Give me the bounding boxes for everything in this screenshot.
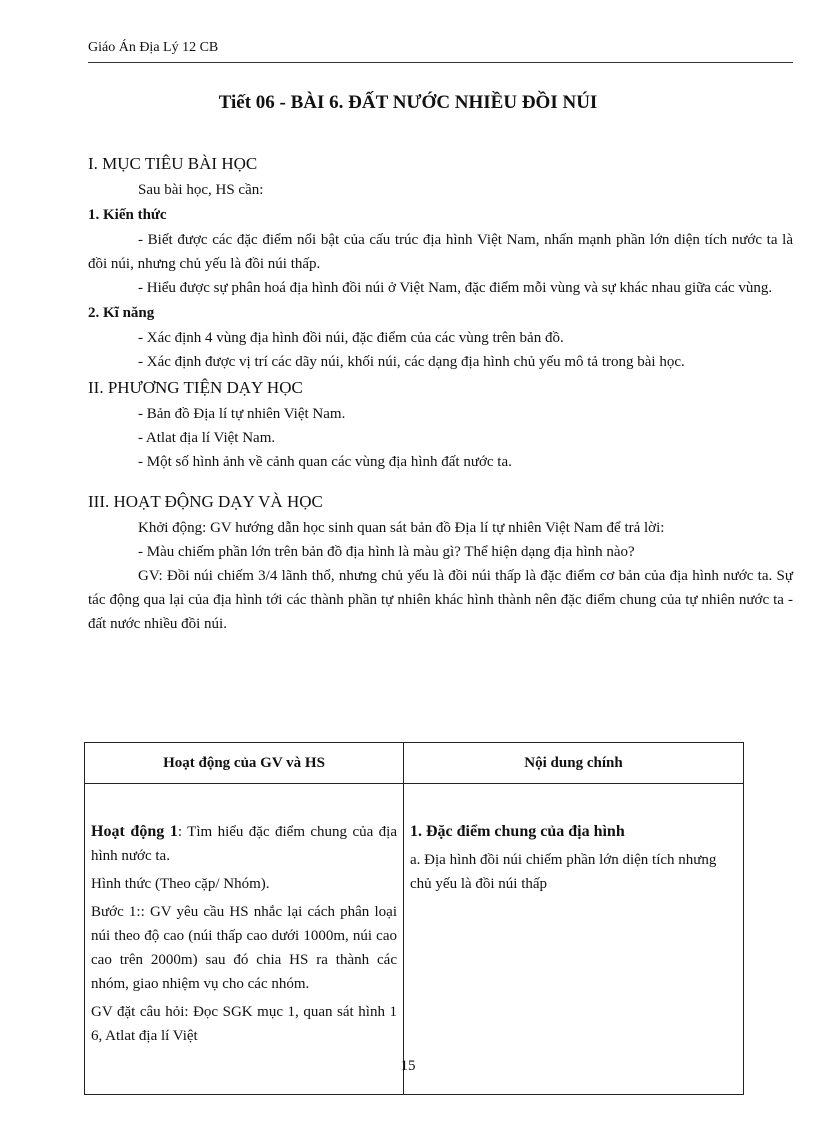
section-activities-heading: III. HOẠT ĐỘNG DẠY VÀ HỌC [88,492,323,511]
objectives-intro: Sau bài học, HS cần: [138,182,264,198]
materials-item: - Bản đồ Địa lí tự nhiên Việt Nam. [138,406,346,422]
content-heading: 1. Đặc điểm chung của địa hình [410,823,625,840]
activity-question: GV đặt câu hỏi: Đọc SGK mục 1, quan sát hình 1 6, Atlat địa lí Việt [91,1004,397,1044]
skills-heading: 2. Kĩ năng [88,305,155,321]
activity-step-1: Bước 1:: GV yêu cầu HS nhắc lại cách phân loại núi theo độ cao (núi thấp cao dưới 1000m, núi cao cao trên 2000m) sau đó chia HS ra thành các nhóm, giao nhiệm vụ cho các nhóm. [91,904,397,992]
activity-1 [91,820,397,868]
section-objectives-heading: I. MỤC TIÊU BÀI HỌC [88,154,258,173]
content-cell [404,784,744,1095]
knowledge-item: - Hiểu được sự phân hoá địa hình đồi núi ở Việt Nam, đặc điểm mỗi vùng và sự khác nhau giữa các vùng. [138,280,773,296]
activities-cell [85,784,404,1095]
lesson-title: Tiết 06 - BÀI 6. ĐẤT NƯỚC NHIỀU ĐỒI NÚI [218,92,598,113]
activity-table [84,742,744,1095]
activity-title: Hoạt động 1 [91,823,178,840]
activities-paragraph: Khởi động: GV hướng dẫn học sinh quan sát bản đồ Địa lí tự nhiên Việt Nam để trả lời: [138,520,665,536]
activities-paragraph: - Màu chiếm phần lớn trên bản đồ địa hình là màu gì? Thể hiện dạng địa hình nào? [138,544,635,560]
activity-text: : Tìm hiểu đặc điểm chung của địa hình nước ta. [91,824,397,864]
page-number: 15 [400,1058,416,1074]
table-header-activities: Hoạt động của GV và HS [85,743,404,784]
header-rule [88,62,793,63]
skills-item: - Xác định 4 vùng địa hình đồi núi, đặc điểm của các vùng trên bản đồ. [138,330,564,346]
knowledge-heading: 1. Kiến thức [88,207,167,223]
skills-item: - Xác định được vị trí các dãy núi, khối núi, các dạng địa hình chủ yếu mô tả trong bài học. [138,354,685,370]
content-item-a: a. Địa hình đồi núi chiếm phần lớn diện tích nhưng chủ yếu là đồi núi thấp [410,852,717,892]
materials-item: - Một số hình ảnh về cảnh quan các vùng địa hình đất nước ta. [138,454,512,470]
page-header: Giáo Án Địa Lý 12 CB [88,40,219,55]
activity-form: Hình thức (Theo cặp/ Nhóm). [91,876,270,892]
section-materials-heading: II. PHƯƠNG TIỆN DẠY HỌC [88,378,303,397]
activities-paragraph: GV: Đồi núi chiếm 3/4 lãnh thổ, nhưng chủ yếu là đồi núi thấp là đặc điểm cơ bản của địa hình nước ta. Sự tác động qua lại của địa hình tới các thành phần tự nhiên khác hình thành nên đặc điểm chung của tự nhiên nước ta - đất nước nhiều đồi núi. [88,568,793,632]
lesson-body [88,150,793,636]
knowledge-item: - Biết được các đặc điểm nổi bật của cấu trúc địa hình Việt Nam, nhấn mạnh phần lớn diện tích nước ta là đồi núi, nhưng chủ yếu là đồi núi thấp. [88,232,793,272]
table-header-content: Nội dung chính [404,743,744,784]
materials-item: - Atlat địa lí Việt Nam. [138,430,276,446]
